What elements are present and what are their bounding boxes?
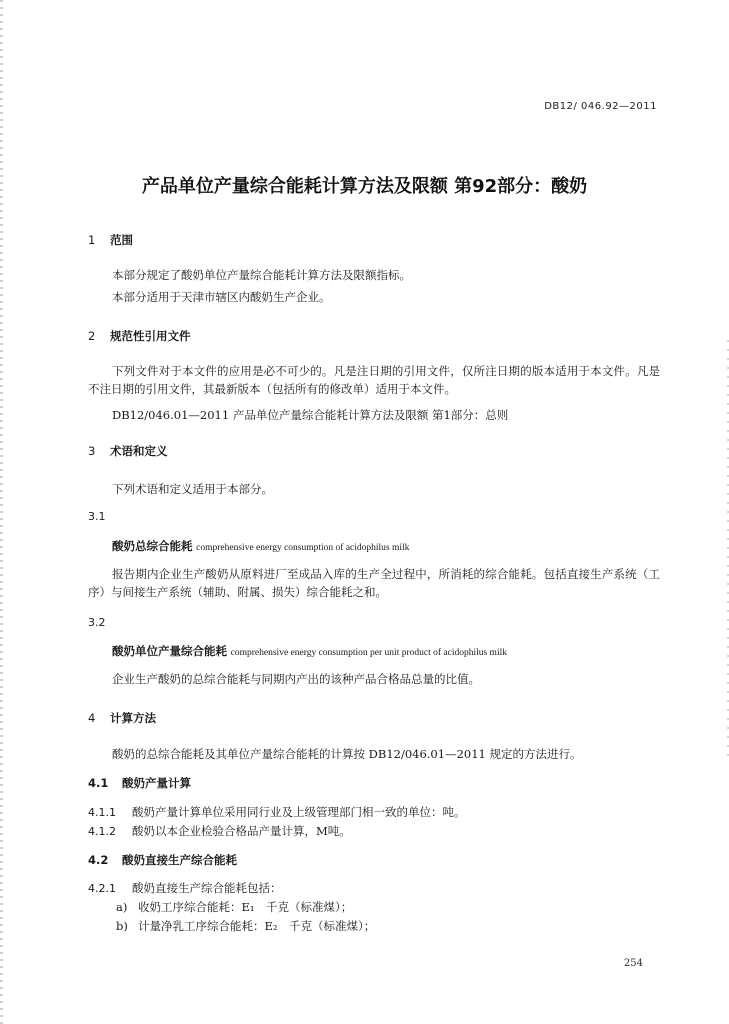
term-3-2-number: 3.2: [88, 616, 106, 629]
term-3-2: [112, 643, 507, 659]
list-item-a: [116, 899, 352, 915]
section-number: 1: [88, 233, 96, 247]
section-number: 3: [88, 444, 96, 458]
section-number: 2: [88, 329, 96, 343]
list-label: a): [116, 900, 128, 914]
section-2-reference: DB12/046.01—2011 产品单位产量综合能耗计算方法及限额 第1部分：总则: [112, 408, 509, 422]
term-chinese: 酸奶总综合能耗: [112, 539, 193, 553]
standard-code: DB12/ 046.92—2011: [544, 101, 657, 112]
section-1-para-2: 本部分适用于天津市辖区内酸奶生产企业。: [112, 290, 331, 304]
section-title: 计算方法: [110, 711, 156, 725]
section-title: 规范性引用文件: [110, 329, 191, 343]
term-3-1-definition: 报告期内企业生产酸奶从原料进厂至成品入库的生产全过程中，所消耗的综合能耗。包括直接生产系统（工序）与间接生产系统（辅助、附属、损失）综合能耗之和。: [88, 567, 660, 599]
section-4-2-heading: [88, 852, 237, 868]
section-3-para-1: 下列术语和定义适用于本部分。: [112, 482, 273, 496]
term-3-1-number: 3.1: [88, 510, 106, 523]
subsection-number: 4.2: [88, 853, 109, 867]
list-label: b): [116, 919, 128, 933]
term-3-2-definition: 企业生产酸奶的总综合能耗与同期内产出的该种产品合格品总量的比值。: [112, 672, 480, 686]
term-english: comprehensive energy consumption per unit product of acidophilus milk: [230, 648, 507, 658]
section-1-para-1: 本部分规定了酸奶单位产量综合能耗计算方法及限额指标。: [112, 268, 411, 282]
section-number: 4: [88, 711, 96, 725]
subsection-number: 4.1: [88, 776, 109, 790]
clause-text: 酸奶产量计算单位采用同行业及上级管理部门相一致的单位：吨。: [132, 805, 466, 819]
clause-text: 酸奶直接生产综合能耗包括：: [132, 881, 282, 895]
section-4-para-1: 酸奶的总综合能耗及其单位产量综合能耗的计算按 DB12/046.01—2011 规定的方法进行。: [112, 747, 582, 761]
clause-number: 4.2.1: [88, 882, 116, 895]
clause-number: 4.1.2: [88, 825, 116, 838]
section-4-heading: [88, 710, 156, 726]
section-title: 术语和定义: [110, 444, 168, 458]
section-title: 范围: [110, 233, 133, 247]
scan-edge-left: [0, 0, 3, 1024]
term-chinese: 酸奶单位产量综合能耗: [112, 644, 227, 658]
list-text: 收奶工序综合能耗：E₁ 千克（标准煤）；: [138, 900, 353, 914]
term-english: comprehensive energy consumption of acidophilus milk: [196, 543, 410, 553]
clause-4-1-1: [88, 804, 466, 820]
clause-number: 4.1.1: [88, 806, 116, 819]
document-title: 产品单位产量综合能耗计算方法及限额 第92部分：酸奶: [141, 176, 588, 197]
clause-text: 酸奶以本企业检验合格品产量计算，M吨。: [132, 824, 351, 838]
list-item-b: [116, 918, 375, 934]
section-2-heading: [88, 328, 191, 344]
clause-4-2-1: [88, 880, 282, 896]
section-3-heading: [88, 443, 168, 459]
clause-4-1-2: [88, 823, 351, 839]
section-4-1-heading: [88, 775, 191, 791]
section-1-heading: [88, 232, 133, 248]
subsection-title: 酸奶直接生产综合能耗: [122, 853, 237, 867]
term-3-1: [112, 538, 409, 554]
page-number: 254: [623, 958, 643, 969]
section-2-para-1: 下列文件对于本文件的应用是必不可少的。凡是注日期的引用文件，仅所注日期的版本适用于本文件。凡是不注日期的引用文件，其最新版本（包括所有的修改单）适用于本文件。: [88, 364, 660, 396]
subsection-title: 酸奶产量计算: [122, 776, 191, 790]
list-text: 计量净乳工序综合能耗：E₂ 千克（标准煤）；: [138, 919, 376, 933]
